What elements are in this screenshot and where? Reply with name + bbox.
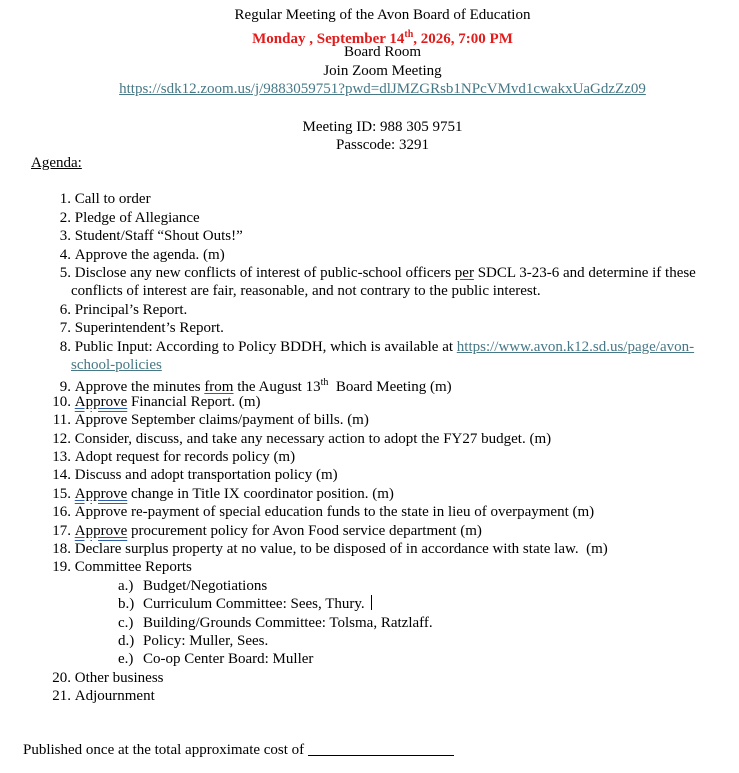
agenda-item-1 <box>46 190 151 209</box>
subitem-text: Curriculum Committee: Sees, Thury. <box>143 596 365 612</box>
item-text-part: Financial Report. (m) <box>127 394 261 410</box>
agenda-item-12 <box>46 430 551 449</box>
subitem-letter: d.) <box>118 633 135 649</box>
item-number: 16. <box>52 504 71 520</box>
committee-subitem-b <box>118 595 372 614</box>
item-number: 12. <box>52 431 71 447</box>
item-text: Approve re-payment of special education funds to the state in lieu of overpayment (m) <box>74 504 595 520</box>
item-number: 5. <box>59 265 71 281</box>
item-text: Approve September claims/payment of bills. (m) <box>74 412 369 428</box>
agenda-item-21 <box>46 687 155 706</box>
agenda-item-18 <box>46 540 608 559</box>
item-text: Consider, discuss, and take any necessary action to adopt the FY27 budget. (m) <box>74 431 552 447</box>
agenda-item-15 <box>46 485 394 504</box>
committee-subitem-a <box>118 577 267 596</box>
item-text-sup: th <box>320 377 329 388</box>
agenda-item-17 <box>46 522 482 541</box>
item-text-part: Disclose any new conflicts of interest of public-school officers <box>74 265 455 281</box>
agenda-item-13 <box>46 448 295 467</box>
item-text: Principal’s Report. <box>74 302 188 318</box>
item-text-part: Approve the minutes <box>74 379 205 395</box>
committee-subitem-c <box>118 614 433 633</box>
item-number: 4. <box>59 247 71 263</box>
agenda-item-7 <box>46 319 224 338</box>
passcode: Passcode: 3291 <box>336 137 429 153</box>
item-text-flagged: Approve <box>74 486 128 502</box>
committee-subitem-e <box>118 650 313 669</box>
item-text-flagged: per <box>454 265 474 281</box>
item-text-flagged: Approve <box>74 394 128 410</box>
agenda-item-4 <box>46 246 225 265</box>
agenda-label: Agenda: <box>31 155 82 171</box>
item-number: 10. <box>52 394 71 410</box>
agenda-item-2 <box>46 209 200 228</box>
item-number: 19. <box>52 559 71 575</box>
item-number: 18. <box>52 541 71 557</box>
item-text-flagged: from <box>204 379 234 395</box>
item-text: Other business <box>74 670 164 686</box>
item-number: 7. <box>59 320 71 336</box>
item-number: 11. <box>52 412 71 428</box>
publication-text: Published once at the total approximate cost of <box>23 742 308 758</box>
item-number: 15. <box>52 486 71 502</box>
subitem-text: Budget/Negotiations <box>143 578 268 594</box>
item-text: Adjournment <box>74 688 155 704</box>
subitem-letter: e.) <box>118 651 134 667</box>
item-text: Approve the agenda. (m) <box>74 247 225 263</box>
date-prefix: Monday , September 14 <box>252 31 405 47</box>
zoom-link-line <box>0 80 739 99</box>
item-text: Adopt request for records policy (m) <box>74 449 296 465</box>
item-text-part: the August 13 <box>233 379 321 395</box>
agenda-item-3 <box>46 227 243 246</box>
subitem-letter: c.) <box>118 615 134 631</box>
item-number: 9. <box>59 379 71 395</box>
item-text <box>75 264 696 283</box>
agenda-item-16 <box>46 503 594 522</box>
agenda-item-20 <box>46 669 164 688</box>
agenda-item-8-line2 <box>71 356 162 375</box>
date-suffix: , 2026, 7:00 PM <box>413 31 513 47</box>
meeting-location: Board Room <box>343 44 422 60</box>
agenda-item-5-line2: conflicts of interest are fair, reasonable, and not contrary to the public interest. <box>71 283 541 299</box>
item-number: 13. <box>52 449 71 465</box>
item-text-part: Public Input: According to Policy BDDH, which is available at <box>74 339 457 355</box>
item-text: Pledge of Allegiance <box>74 210 200 226</box>
date-sup: th <box>404 29 414 40</box>
subitem-letter: b.) <box>118 596 135 612</box>
cost-blank-line <box>308 741 454 756</box>
join-zoom-label: Join Zoom Meeting <box>323 63 442 79</box>
item-number: 17. <box>52 523 71 539</box>
committee-subitem-d <box>118 632 268 651</box>
item-text <box>75 393 261 412</box>
item-text: Declare surplus property at no value, to be disposed of in accordance with state law. (m) <box>74 541 608 557</box>
item-text-flagged: Approve <box>74 523 128 539</box>
item-text: Call to order <box>74 191 151 207</box>
item-text-part: change in Title IX coordinator position. (m) <box>127 486 394 502</box>
item-text <box>75 485 394 504</box>
policies-link-cont[interactable]: school-policies <box>71 357 162 373</box>
item-text: Student/Staff “Shout Outs!” <box>74 228 243 244</box>
publication-notice <box>23 741 454 760</box>
agenda-item-19 <box>46 558 192 577</box>
agenda-item-14 <box>46 466 338 485</box>
item-number: 8. <box>59 339 71 355</box>
agenda-item-11 <box>46 411 369 430</box>
agenda-item-6 <box>46 301 187 320</box>
subitem-text: Building/Grounds Committee: Tolsma, Ratzlaff. <box>143 615 433 631</box>
meeting-title: Regular Meeting of the Avon Board of Education <box>234 7 531 23</box>
subitem-text: Co-op Center Board: Muller <box>143 651 314 667</box>
item-text: Committee Reports <box>74 559 192 575</box>
item-number: 20. <box>52 670 71 686</box>
zoom-link[interactable]: https://sdk12.zoom.us/j/9883059751?pwd=dlJMZGRsb1NPcVMvd1cwakxUaGdzZz09 <box>119 81 646 97</box>
item-text-part: SDCL 3-23-6 and determine if these <box>473 265 696 281</box>
text-cursor <box>371 595 372 610</box>
subitem-text: Policy: Muller, Sees. <box>143 633 269 649</box>
agenda-item-8 <box>46 338 694 357</box>
item-number: 1. <box>59 191 71 207</box>
item-text: Superintendent’s Report. <box>74 320 224 336</box>
item-number: 3. <box>59 228 71 244</box>
subitem-letter: a.) <box>118 578 134 594</box>
item-number: 21. <box>52 688 71 704</box>
item-text <box>75 338 694 357</box>
meeting-id: Meeting ID: 988 305 9751 <box>302 119 463 135</box>
policies-link[interactable]: https://www.avon.k12.sd.us/page/avon- <box>456 339 695 355</box>
item-number: 6. <box>59 302 71 318</box>
item-number: 2. <box>59 210 71 226</box>
agenda-item-5 <box>46 264 696 283</box>
item-text-part: procurement policy for Avon Food service department (m) <box>127 523 482 539</box>
item-text-part: Board Meeting (m) <box>328 379 452 395</box>
agenda-item-10 <box>46 393 261 412</box>
item-number: 14. <box>52 467 71 483</box>
item-text <box>75 522 482 541</box>
item-text: Discuss and adopt transportation policy (m) <box>74 467 338 483</box>
